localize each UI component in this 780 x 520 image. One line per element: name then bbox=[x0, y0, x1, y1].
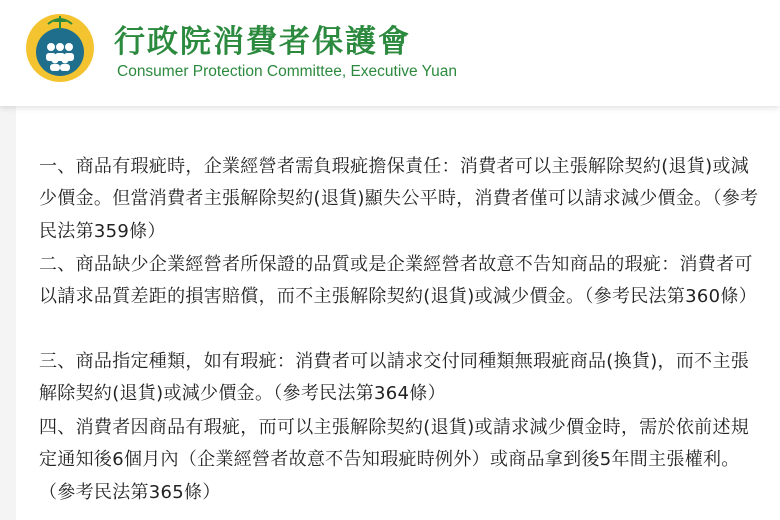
paragraph-1: 一、商品有瑕疵時，企業經營者需負瑕疵擔保責任：消費者可以主張解除契約(退貨)或減少價金。但當消費者主張解除契約(退貨)顯失公平時，消費者僅可以請求減少價金。（參考民法第359條） bbox=[39, 156, 759, 242]
site-title-zh[interactable]: 行政院消費者保護會 bbox=[114, 24, 411, 60]
paragraph-2: 二、商品缺少企業經營者所保證的品質或是企業經營者故意不告知商品的瑕疵：消費者可以請求品質差距的損害賠償，而不主張解除契約(退貨)或減少價金。（參考民法第360條） bbox=[39, 254, 757, 308]
consumer-protection-logo-icon[interactable] bbox=[24, 12, 96, 84]
paragraph-4: 四、消費者因商品有瑕疵，而可以主張解除契約(退貨)或請求減少價金時，需於依前述規定通知後6個月內（企業經營者故意不告知瑕疵時例外）或商品拿到後5年間主張權利。（參考民法第365條） bbox=[39, 417, 750, 503]
content-card bbox=[16, 106, 780, 520]
site-title-en[interactable]: Consumer Protection Committee, Executive Yuan bbox=[117, 63, 458, 80]
paragraph-3: 三、商品指定種類，如有瑕疵：消費者可以請求交付同種類無瑕疵商品(換貨)，而不主張解除契約(退貨)或減少價金。（參考民法第364條） bbox=[39, 351, 750, 405]
site-header bbox=[0, 0, 780, 106]
